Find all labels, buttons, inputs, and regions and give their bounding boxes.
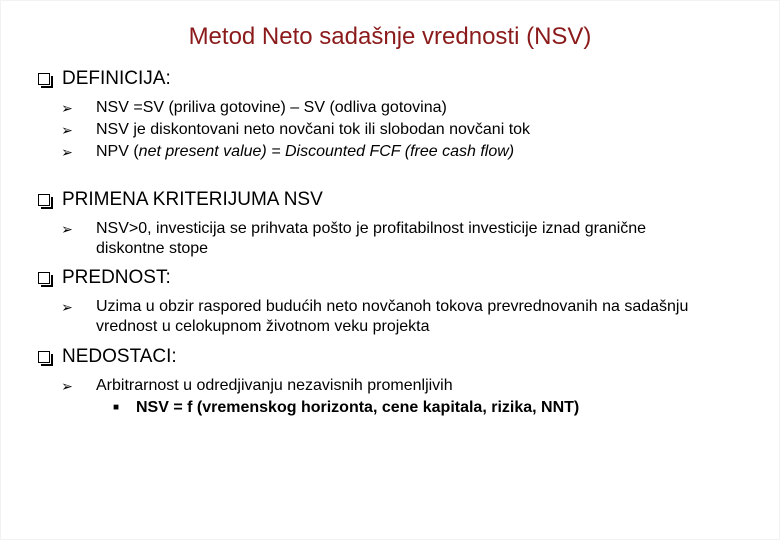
checkbox-bullet-icon: [38, 272, 51, 285]
sub-list-item: [110, 398, 716, 418]
section-definicija: [38, 66, 716, 164]
section-heading-text: NEDOSTACI:: [62, 346, 177, 367]
arrow-bullet-icon: ➢: [61, 144, 73, 160]
list-item: [58, 219, 716, 259]
list-item: [58, 98, 716, 118]
sub-list-item-text: NSV = f (vremenskog horizonta, cene kapitala, rizika, NNT): [136, 399, 580, 416]
bullet-list: [38, 297, 716, 337]
section-heading: [38, 66, 716, 92]
arrow-bullet-icon: ➢: [61, 100, 73, 116]
square-bullet-icon: ■: [112, 402, 120, 413]
arrow-bullet-icon: ➢: [61, 299, 73, 315]
list-item-text: NSV je diskontovani neto novčani tok ili slobodan novčani tok: [96, 121, 531, 138]
checkbox-bullet-icon: [38, 73, 51, 86]
list-item-text: NPV (net present value) = Discounted FCF (free cash flow): [96, 143, 515, 160]
section-heading: [38, 344, 716, 370]
list-item-text: Arbitrarnost u odredjivanju nezavisnih promenljivih: [96, 377, 453, 394]
section-primena: [38, 187, 716, 261]
list-item: [58, 120, 716, 140]
list-item-text: NSV =SV (priliva gotovine) – SV (odliva gotovina): [96, 99, 447, 116]
list-item-text: NSV>0, investicija se prihvata pošto je profitabilnost investicije iznad granične diskontne stope: [96, 220, 647, 257]
arrow-bullet-icon: ➢: [61, 221, 73, 237]
list-item: [58, 142, 716, 162]
section-heading: [38, 187, 716, 213]
section-nedostaci: [38, 344, 716, 418]
bullet-list: [38, 219, 716, 259]
arrow-bullet-icon: ➢: [61, 378, 73, 394]
checkbox-bullet-icon: [38, 194, 51, 207]
arrow-bullet-icon: ➢: [61, 122, 73, 138]
section-heading-text: PRIMENA KRITERIJUMA NSV: [62, 189, 323, 210]
list-item: [58, 297, 716, 337]
list-item-text: Uzima u obzir raspored budućih neto novčanoh tokova prevrednovanih na sadašnju vrednost u celokupnom životnom veku projekta: [96, 298, 689, 335]
section-prednost: [38, 265, 716, 339]
checkbox-bullet-icon: [38, 351, 51, 364]
list-item: [58, 376, 716, 396]
bullet-list: [38, 98, 716, 162]
section-heading-text: PREDNOST:: [62, 267, 171, 288]
section-heading-text: DEFINICIJA:: [62, 68, 171, 89]
slide-title: Metod Neto sadašnje vrednosti (NSV): [188, 23, 592, 50]
bullet-list: [38, 376, 716, 418]
section-heading: [38, 265, 716, 291]
